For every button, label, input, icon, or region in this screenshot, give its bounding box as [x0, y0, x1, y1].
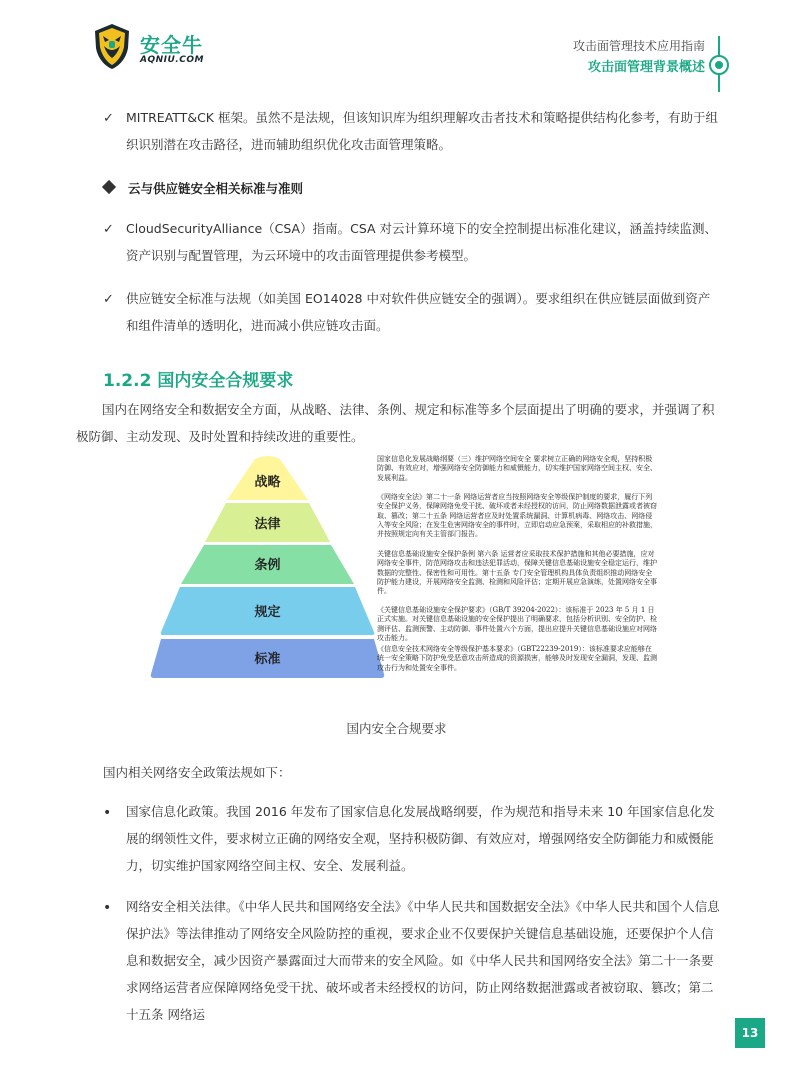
list-item: 供应链安全标准与法规（如美国 EO14028 中对软件供应链安全的强调）。要求组织在供应链层面做到资产和组件清单的透明化，进而减小供应链攻击面。: [126, 291, 711, 333]
logo-subtext: AQNIU.COM: [140, 55, 204, 65]
page-number: 13: [735, 1018, 765, 1048]
pyramid-note: 《信息安全技术网络安全等级保护基本要求》（GBT22239-2019）：该标准要求应能够在统一安全策略下防护免受恶意攻击所造成的资源损害，能够及时发现安全漏洞，发现、监测攻击行为和处置安全事件。: [377, 645, 657, 672]
check-icon: ✓: [103, 111, 114, 126]
logo-text: 安全牛: [140, 33, 203, 57]
list-item: MITREATT&CK 框架。虽然不是法规，但该知识库为组织理解攻击者技术和策略提供结构化参考，有助于组织识别潜在攻击路径，进而辅助组织优化攻击面管理策略。: [126, 110, 718, 152]
subheading: 云与供应链安全相关标准与准则: [128, 181, 304, 196]
pyramid-note: 关键信息基础设施安全保护条例 第六条 运营者应采取技术保护措施和其他必要措施，应对网络安全事件，防范网络攻击和违法犯罪活动，保障关键信息基础设施安全稳定运行，维护数据的完整性、保密性和可用性。第十五条 专门安全管理机构具体负责组织推动网络安全防护能力建设，开展网络安全监测、检测和风险评估；定期开展应急演练，处置网络安全事件。: [377, 550, 657, 596]
document-title: 攻击面管理技术应用指南: [572, 39, 705, 53]
pyramid-label: 战略: [254, 475, 281, 490]
list-item: 国家信息化政策。我国 2016 年发布了国家信息化发展战略纲要，作为规范和指导未来 10 年国家信息化发展的纲领性文件，要求树立正确的网络安全观，坚持积极防御、有效应对，增强网络安全防御能力和威慑能力，切实维护国家网络空间主权、安全、发展利益。: [126, 804, 715, 873]
pyramid-label: 规定: [254, 605, 281, 620]
intro-paragraph: 国内在网络安全和数据安全方面，从战略、法律、条例、规定和标准等多个层面提出了明确的要求，并强调了积极防御、主动发现、及时处置和持续改进的重要性。: [76, 402, 715, 444]
pyramid-note: 国家信息化发展战略纲要（三）维护网络空间安全 要求树立正确的网络安全观，坚持积极防御、有效应对，增强网络安全防御能力和威慑能力，切实维护国家网络空间主权、安全、发展利益。: [377, 455, 657, 482]
compliance-pyramid: [150, 456, 385, 680]
pyramid-note: 《关键信息基础设施安全保护要求》（GB/T 39204-2022）：该标准于 2023 年 5 月 1 日正式实施。对关键信息基础设施的安全保护提出了明确要求，包括分析识别、安全防护、检测评估、监测预警、主动防御、事件处置六个方面，提出应提升关键信息基础设施应对网络攻击能力。: [377, 606, 657, 642]
header-target-icon: [709, 55, 729, 75]
figure-caption: 国内安全合规要求: [346, 721, 447, 736]
section-title: 攻击面管理背景概述: [587, 60, 705, 75]
pyramid-label: 法律: [254, 517, 281, 532]
logo: [92, 22, 210, 70]
list-item: CloudSecurityAlliance（CSA）指南。CSA 对云计算环境下的安全控制提出标准化建议，涵盖持续监测、资产识别与配置管理，为云环境中的攻击面管理提供参考模型。: [126, 221, 718, 263]
diamond-bullet-icon: [102, 180, 116, 194]
pyramid-label: 标准: [254, 652, 281, 667]
section-heading: 1.2.2 国内安全合规要求: [103, 371, 294, 391]
bullet-icon: •: [103, 900, 112, 916]
check-icon: ✓: [103, 222, 114, 237]
pyramid-note: 《网络安全法》第二十一条 网络运营者应当按照网络安全等级保护制度的要求，履行下列安全保护义务，保障网络免受干扰、破坏或者未经授权的访问，防止网络数据泄露或者被窃取、篡改；第二十五条 网络运营者应及时处置系统漏洞、计算机病毒、网络攻击、网络侵入等安全风险；在发生危害网络安全的事件时，立即启动应急预案，采取相应的补救措施，并按照规定向有关主管部门报告。: [377, 493, 657, 539]
pyramid-label: 条例: [254, 558, 281, 573]
list-item: 网络安全相关法律。《中华人民共和国网络安全法》《中华人民共和国数据安全法》《中华人民共和国个人信息保护法》等法律推动了网络安全风险防控的重视，要求企业不仅要保护关键信息基础设施，还要保护个人信息和数据安全，减少因资产暴露面过大而带来的安全风险。如《中华人民共和国网络安全法》第二十一条要求网络运营者应保障网络免受干扰、破坏或者未经授权的访问，防止网络数据泄露或者被窃取、篡改；第二十五条 网络运: [126, 899, 720, 1022]
shield-logo-icon: [92, 22, 132, 70]
bullet-icon: •: [103, 805, 112, 821]
check-icon: ✓: [103, 292, 114, 307]
policy-intro: 国内相关网络安全政策法规如下：: [103, 765, 291, 780]
